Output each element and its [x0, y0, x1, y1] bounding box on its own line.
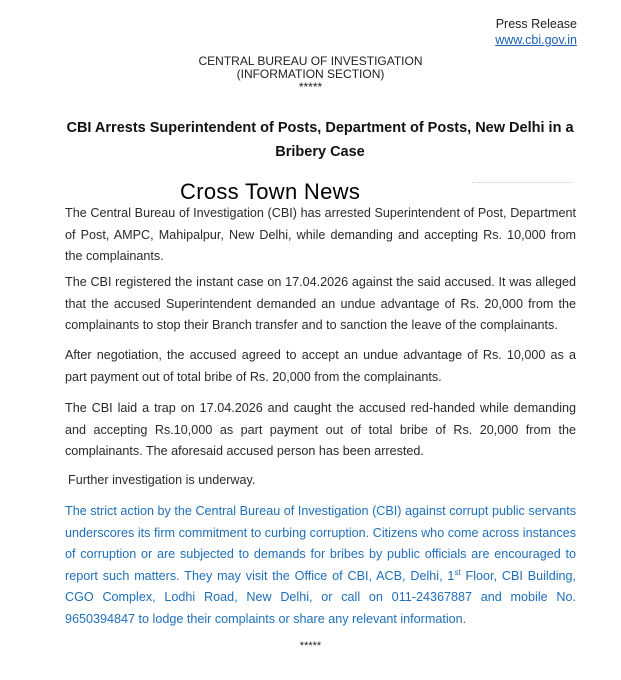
paragraph-public-appeal [65, 501, 576, 630]
paragraph-negotiation: After negotiation, the accused agreed to accept an undue advantage of Rs. 10,000 as a part payment out of total bribe of Rs. 20,000 from the complainants. [65, 348, 576, 384]
footer-stars: ***** [299, 640, 322, 652]
paragraph-trap: The CBI laid a trap on 17.04.2026 and caught the accused red-handed while demanding and accepting Rs.10,000 as part payment out of total bribe of Rs. 20,000 from the complainants. The aforesaid accused person has been arrested. [65, 401, 576, 458]
organization-name: CENTRAL BUREAU OF INVESTIGATION [198, 54, 423, 68]
website-link[interactable]: www.cbi.gov.in [495, 33, 577, 47]
organization-stars: ***** [298, 80, 323, 94]
watermark-text: Cross Town News [180, 179, 361, 204]
page-title [60, 116, 580, 164]
paragraph-arrest: The Central Bureau of Investigation (CBI) has arrested Superintendent of Post, Department of Post, AMPC, Mahipalpur, New Delhi, while demanding and accepting Rs. 10,000 from the complainants. [65, 206, 576, 263]
organization-heading [0, 55, 621, 94]
press-release-label: Press Release [495, 17, 577, 31]
paragraph-case-registered: The CBI registered the instant case on 17.04.2026 against the said accused. It was alleged that the accused Superintendent demanded an undue advantage of Rs. 20,000 from the complainants to stop their Branch transfer and to sanction the leave of the complainants. [65, 275, 576, 332]
appeal-text-part-1: The strict action by the Central Bureau of Investigation (CBI) against corrupt public servants underscores its firm commitment to curbing corruption. Citizens who come across instances of corruption or are subjected to demands for bribes by public officials are encouraged to report such matters. They may visit the Office of CBI, ACB, Delhi, 1 [65, 504, 576, 583]
organization-section: (INFORMATION SECTION) [236, 67, 385, 81]
headline-line-1: CBI Arrests Superintendent of Posts, Department of Posts, New Delhi in a [66, 120, 574, 136]
headline-line-2: Bribery Case [275, 144, 365, 160]
press-release-header [495, 16, 577, 48]
watermark-divider [472, 182, 572, 189]
appeal-text-part-2: Floor, CBI Building, CGO Complex, Lodhi Road, New Delhi, or call on 011-24367887 and mobile No. 9650394847 to lodge their complaints or share any relevant information. [65, 568, 577, 626]
paragraph-investigation: Further investigation is underway. [68, 473, 256, 487]
appeal-superscript: st [454, 567, 461, 577]
